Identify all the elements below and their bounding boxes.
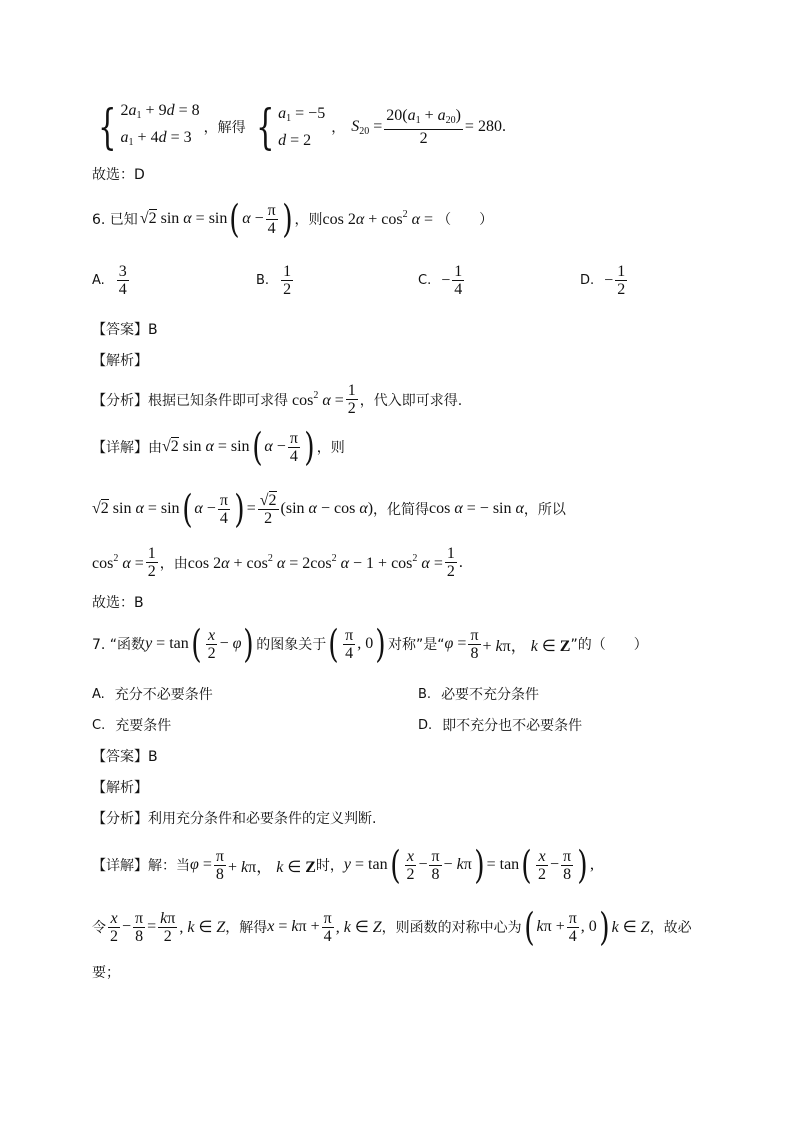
q7-option-d[interactable]: D. 即不充分也不必要条件 (418, 717, 583, 734)
solution-system: $a_1 = -5$ d = 2 (278, 104, 326, 149)
q6-xiangjie-3: $\cos^2 \alpha$ = $\frac{1}{2}$ ，由 $\cos 2\alpha + \cos^2 \alpha = 2\cos^2$ $\alpha - 1 + \cos^2 \alpha$ = $\frac{1}{2}$ . (92, 545, 463, 580)
q7-xiangjie-3: 要； (92, 965, 120, 981)
q6-option-c[interactable]: C. − $\frac{1}{4}$ (418, 263, 463, 298)
q7-xiangjie-1: 【详解】 解：当 φ = $\frac{\pi}{8}$ + kπ， k ∈ Z 时， y = tan ( $\frac{x}{2}$ − $\frac{\pi}{8}$ − kπ ) = tan ( $\frac{x}{2}$ − $\frac{\pi}{8}$ ) , (92, 843, 594, 887)
left-brace: { (255, 99, 275, 155)
q7-answer: 【答案】B (92, 749, 158, 765)
sum-fraction: $\frac{20(a_1 + a_{20})}{2}$ (386, 107, 461, 147)
q6-answer: 【答案】B (92, 322, 158, 338)
q7-option-b[interactable]: B. 必要不充分条件 (418, 686, 540, 703)
q5-conclusion: 故选：D (92, 167, 145, 183)
q7-analysis-heading: 【解析】 (92, 780, 148, 796)
q7-stem: 7. “函数 y = tan ( $\frac{x}{2}$ − φ ) 的图象关于 ( $\frac{\pi}{4}$ , 0 ) 对称”是“ φ = $\frac{\pi}{8}$ + kπ， k ∈ Z ”的（ ） (92, 622, 648, 666)
q6-option-d[interactable]: D. − $\frac{1}{2}$ (580, 263, 626, 298)
q6-option-b[interactable]: B. $\frac{1}{2}$ (256, 263, 292, 298)
q6-xiangjie-2: √2 sin α = sin ( α − $\frac{\pi}{4}$ ) = $\frac{√2}{2}$ (sin α − cos α) ，化简得 cos α = − sin α ，所以 (92, 487, 566, 531)
q6-fenxi: 【分析】 根据已知条件即可求得 $\cos^2 \alpha$ = $\frac{1}{2}$ ，代入即可求得. (92, 382, 463, 417)
left-brace: { (98, 99, 117, 155)
q7-xiangjie-2: 令 $\frac{x}{2}$ − $\frac{\pi}{8}$ = $\frac{k\pi}{2}$ , k ∈ Z ，解得 x = kπ + $\frac{\pi}{4}$ , k ∈ Z ，则函数的对称中心为 ( kπ + $\frac{\pi}{4}$ , 0 ) k ∈ Z ，故必 (92, 905, 692, 949)
q6-option-a[interactable]: A. $\frac{3}{4}$ (92, 263, 127, 298)
q6-stem: 6. 已知 √2 sin α = sin ( α − $\frac{\pi}{4}$ ) ，则 $\cos 2\alpha + \cos^2 \alpha$ = （ ） (92, 197, 494, 241)
q6-analysis-heading: 【解析】 (92, 353, 148, 369)
q7-option-a[interactable]: A. 充分不必要条件 (92, 686, 213, 703)
q7-fenxi: 【分析】 利用充分条件和必要条件的定义判断. (92, 811, 377, 827)
q6-xiangjie-1: 【详解】 由 √2 sin α = sin ( α − $\frac{\pi}{4}$ ) ，则 (92, 425, 345, 469)
q7-option-c[interactable]: C. 充要条件 (92, 717, 172, 734)
q5-solution-line: { $2a_1 + 9d = 8$ $a_1 + 4d = 3$ ，解得 { $a_1 = -5$ d = 2 ， $S_{20}$ = $\frac{20(a_1 + a_{20})}{2}$ = 280. (98, 99, 506, 155)
equation-system: $2a_1 + 9d = 8$ $a_1 + 4d = 3$ (120, 102, 200, 148)
q6-conclusion: 故选：B (92, 595, 144, 611)
